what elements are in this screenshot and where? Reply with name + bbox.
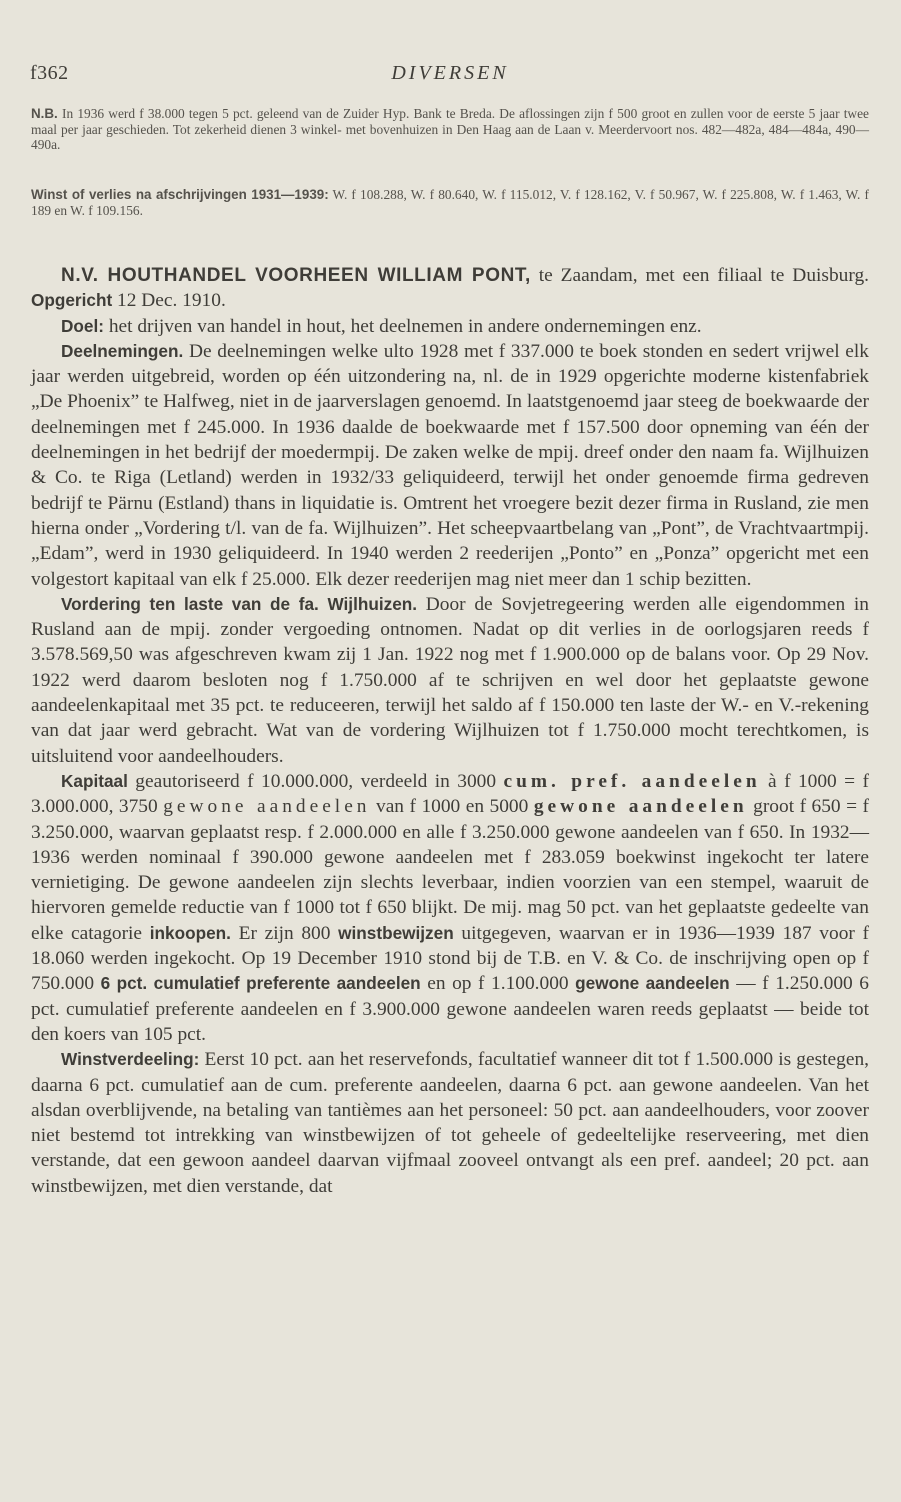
ordinary-shares-keyword: gewone aandeelen xyxy=(575,973,730,994)
purpose-paragraph xyxy=(31,314,869,339)
nb-note xyxy=(31,106,869,153)
capital-text-8: — f 1.250.000 6 pct. cumulatief preferente aandeelen en f 3.900.000 gewone aandeelen waren reeds geplaatst — beide tot den koers van 105 pct. xyxy=(31,973,869,1045)
capital-text-2: à f 1000 = f 3.000.000, 3750 xyxy=(31,770,869,818)
nb-label: N.B. xyxy=(31,106,58,121)
claim-label: Vordering ten laste van de fa. Wijlhuizen. xyxy=(61,593,418,614)
company-location: te Zaandam, met een filiaal te Duisburg. xyxy=(530,265,869,286)
profit-loss-note xyxy=(31,187,869,218)
capital-text-4: groot f 650 = f 3.250.000, waarvan geplaatst resp. f 2.000.000 en alle f 3.250.000 gewone aandeelen van f 650. In 1932—1936 werden nominaal f 390.000 gewone aandeelen met f 283.059 boekwinst ingekocht ter latere vernietiging. De gewone aandeelen zijn slechts leverbaar, indien voorzien van een stempel, waaruit de hiervoren gemelde reductie van f 1000 tot f 650 blijkt. De mij. mag 50 pct. van het geplaatste gedeelte van elke catagorie xyxy=(31,796,870,944)
founded-date: 12 Dec. 1910. xyxy=(112,290,226,312)
page-number: f362 xyxy=(30,62,69,84)
participations-text: De deelnemingen welke ulto 1928 met f 337.000 te boek stonden en sedert vrijwel elk jaar werden uitgebreid, worden op één uitzondering na, nl. de in 1929 opgerichte moderne kistenfabriek „De Phoenix” te Halfweg, niet in de jaarverslagen genoemd. In laatstgenoemd jaar steeg de boekwaarde der deelnemingen met f 245.000. In 1936 daalde de boekwaarde met f 157.500 door opneming van één der deelnemingen in het bedrijf der moedermpij. De zaken welke de mpij. dreef onder den naam fa. Wijlhuizen & Co. te Riga (Letland) werden in 1932/33 geliquideerd, terwijl het onder genoemde firma gedreven bedrijf te Pärnu (Estland) thans in liquidatie is. Omtrent het vroegere bezit dezer firma in Rusland, zie men hierna onder „Vordering t/l. van de fa. Wijlhuizen”. Het scheepvaartbelang van „Pont”, de Vrachtvaartmpij. „Edam”, werd in 1930 geliquideerd. In 1940 werden 2 reederijen „Ponto” en „Ponza” opgericht met een volgestort kapitaal van elk f 25.000. Elk dezer reederijen mag niet meer dan 1 schip bezitten. xyxy=(31,340,869,590)
purpose-label: Doel: xyxy=(61,315,104,336)
capital-text-7: en op f 1.100.000 xyxy=(420,973,576,995)
capital-text-1: geautoriseerd f 10.000.000, verdeeld in 3000 xyxy=(127,770,504,792)
company-name: N.V. HOUTHANDEL VOORHEEN WILLIAM PONT, xyxy=(61,265,531,286)
ordinary-shares-2: gewone aandeelen xyxy=(533,796,748,818)
capital-text-5: Er zijn 800 xyxy=(230,922,339,944)
profit-distribution-text: Eerst 10 pct. aan het reservefonds, facultatief wanneer dit tot f 1.500.000 is gestegen, daarna 6 pct. cumulatief aan de cum. preferente aandeelen, daarna 6 pct. aan gewone aandeelen. Van het alsdan overblijvende, na betaling van tantièmes aan het personeel: 50 pct. aan aandeelhouders, voor zoover niet bestemd tot intrekking van winstbewijzen of tot geheele of gedeeltelijke reserveering, met dien verstande, dat een gewoon aandeel daarvan vijfmaal zooveel ontvangt als een pref. aandeel; 20 pct. aan winstbewijzen, met dien verstande, dat xyxy=(31,1049,869,1197)
capital-text-3: van f 1000 en 5000 xyxy=(370,796,534,818)
profit-certificates-keyword: winstbewijzen xyxy=(338,922,454,943)
participations-label: Deelnemingen. xyxy=(61,340,184,361)
company-entry xyxy=(31,263,869,1199)
participations-paragraph xyxy=(31,339,869,592)
cum-pref-shares: cum. pref. aandeelen xyxy=(503,770,761,792)
running-title: DIVERSEN xyxy=(391,62,509,84)
company-heading xyxy=(31,263,869,314)
claim-paragraph xyxy=(31,592,869,769)
profit-distribution-label: Winstverdeeling: xyxy=(61,1049,200,1070)
page-header xyxy=(30,62,870,92)
profit-loss-label: Winst of verlies na afschrijvingen 1931—1939: xyxy=(31,187,329,202)
founded-label: Opgericht xyxy=(31,290,113,311)
capital-text-6: uitgegeven, waarvan er in 1936—1939 187 voor f 18.060 werden ingekocht. Op 19 December 1910 stond bij de T.B. en V. & Co. de inschrijving open op f 750.000 xyxy=(31,922,870,995)
buyback-keyword: inkoopen. xyxy=(149,922,231,943)
profit-distribution-paragraph xyxy=(31,1047,869,1199)
purpose-text: het drijven van handel in hout, het deelnemen in andere ondernemingen enz. xyxy=(103,315,702,337)
claim-text: Door de Sovjetregeering werden alle eigendommen in Rusland aan de mpij. zonder vergoeding ontnomen. Nadat op dit verlies in de oorlogsjaren reeds f 3.578.569,50 was afgeschreven kwam zij 1 Jan. 1922 nog met f 1.900.000 op de balans voor. Op 29 Nov. 1922 werd daarom besloten nog f 1.750.000 af te schrijven en wel door het geplaatste gewone aandeelenkapitaal met 35 pct. te reduceeren, terwijl het saldo af f 150.000 ten laste der W.- en V.-rekening van dat jaar werd gebracht. Wat van de vordering Wijlhuizen tot f 1.750.000 mocht terechtkomen, is uitsluitend voor aandeelhouders. xyxy=(31,593,869,767)
ordinary-shares-1: gewone aandeelen xyxy=(163,796,371,818)
pref-shares-keyword: 6 pct. cumulatief preferente aandeelen xyxy=(100,973,421,994)
nb-text: In 1936 werd f 38.000 tegen 5 pct. geleend van de Zuider Hyp. Bank te Breda. De aflossingen zijn f 500 groot en zullen voor de eerste 5 jaar twee maal per jaar geschieden. Tot zekerheid dienen 3 winkel- met bovenhuizen in Den Haag aan de Laan v. Meerdervoort nos. 482—482a, 484—484a, 490—490a. xyxy=(31,106,869,153)
profit-loss-text: W. f 108.288, W. f 80.640, W. f 115.012, V. f 128.162, V. f 50.967, W. f 225.808, W. f 1.463, W. f 189 en W. f 109.156. xyxy=(31,187,869,218)
capital-label: Kapitaal xyxy=(61,770,128,791)
capital-paragraph xyxy=(31,769,869,1047)
